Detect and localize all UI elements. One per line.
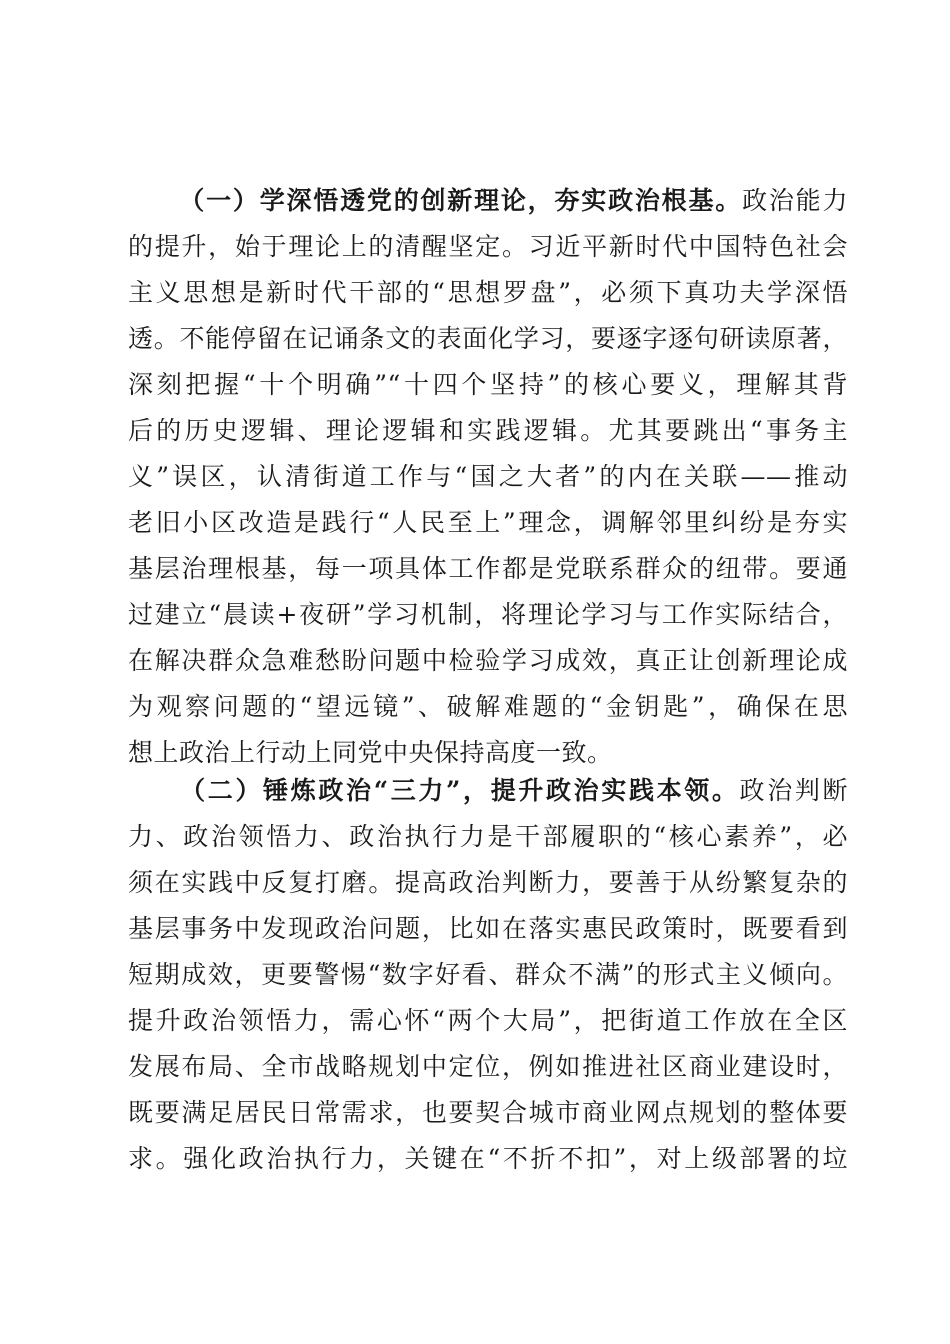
paragraph-first-line — [128, 768, 848, 814]
paragraph-line: 后的历史逻辑、理论逻辑和实践逻辑。尤其要跳出“事务主 — [128, 416, 848, 445]
paragraph-line: 为观察问题的“望远镜”、破解难题的“金钥匙”，确保在思 — [128, 692, 848, 721]
paragraph-line: 既要满足居民日常需求，也要契合城市商业网点规划的整体要 — [128, 1098, 848, 1127]
paragraph-line: 短期成效，更要警惕“数字好看、群众不满”的形式主义倾向。 — [128, 960, 848, 989]
paragraph-line: 透。不能停留在记诵条文的表面化学习，要逐字逐句研读原著， — [128, 324, 848, 353]
paragraph-section-2 — [128, 768, 848, 1182]
paragraph-line: 义”误区，认清街道工作与“国之大者”的内在关联——推动 — [128, 462, 848, 491]
paragraph-line: 在解决群众急难愁盼问题中检验学习成效，真正让创新理论成 — [128, 646, 848, 675]
section-heading: （二）锤炼政治“三力”，提升政治实践本领。 — [178, 776, 740, 805]
section-heading: （一）学深悟透党的创新理论，夯实政治根基。 — [178, 186, 743, 215]
paragraph-first-line — [128, 178, 848, 224]
paragraph-line: 的提升，始于理论上的清醒坚定。习近平新时代中国特色社会 — [128, 232, 848, 261]
paragraph-line: 老旧小区改造是践行“人民至上”理念，调解邻里纠纷是夯实 — [128, 508, 848, 537]
paragraph-line: 主义思想是新时代干部的“思想罗盘”，必须下真功夫学深悟 — [128, 278, 848, 307]
paragraph-line: 想上政治上行动上同党中央保持高度一致。 — [128, 738, 613, 767]
paragraph-line: 基层治理根基，每一项具体工作都是党联系群众的纽带。要通 — [128, 554, 848, 583]
paragraph-text: 政治能力 — [742, 186, 848, 215]
paragraph-text: 政治判断 — [739, 776, 848, 805]
paragraph-line: 过建立“晨读+夜研”学习机制，将理论学习与工作实际结合， — [128, 600, 848, 629]
paragraph-line: 提升政治领悟力，需心怀“两个大局”，把街道工作放在全区 — [128, 1006, 848, 1035]
paragraph-line: 发展布局、全市战略规划中定位，例如推进社区商业建设时， — [128, 1052, 848, 1081]
paragraph-line: 基层事务中发现政治问题，比如在落实惠民政策时，既要看到 — [128, 914, 848, 943]
paragraph-line: 深刻把握“十个明确”“十四个坚持”的核心要义，理解其背 — [128, 370, 848, 399]
paragraph-line: 力、政治领悟力、政治执行力是干部履职的“核心素养”，必 — [128, 822, 848, 851]
paragraph-section-1 — [128, 178, 848, 776]
paragraph-line: 须在实践中反复打磨。提高政治判断力，要善于从纷繁复杂的 — [128, 868, 848, 897]
paragraph-line: 求。强化政治执行力，关键在“不折不扣”，对上级部署的垃 — [128, 1144, 848, 1173]
